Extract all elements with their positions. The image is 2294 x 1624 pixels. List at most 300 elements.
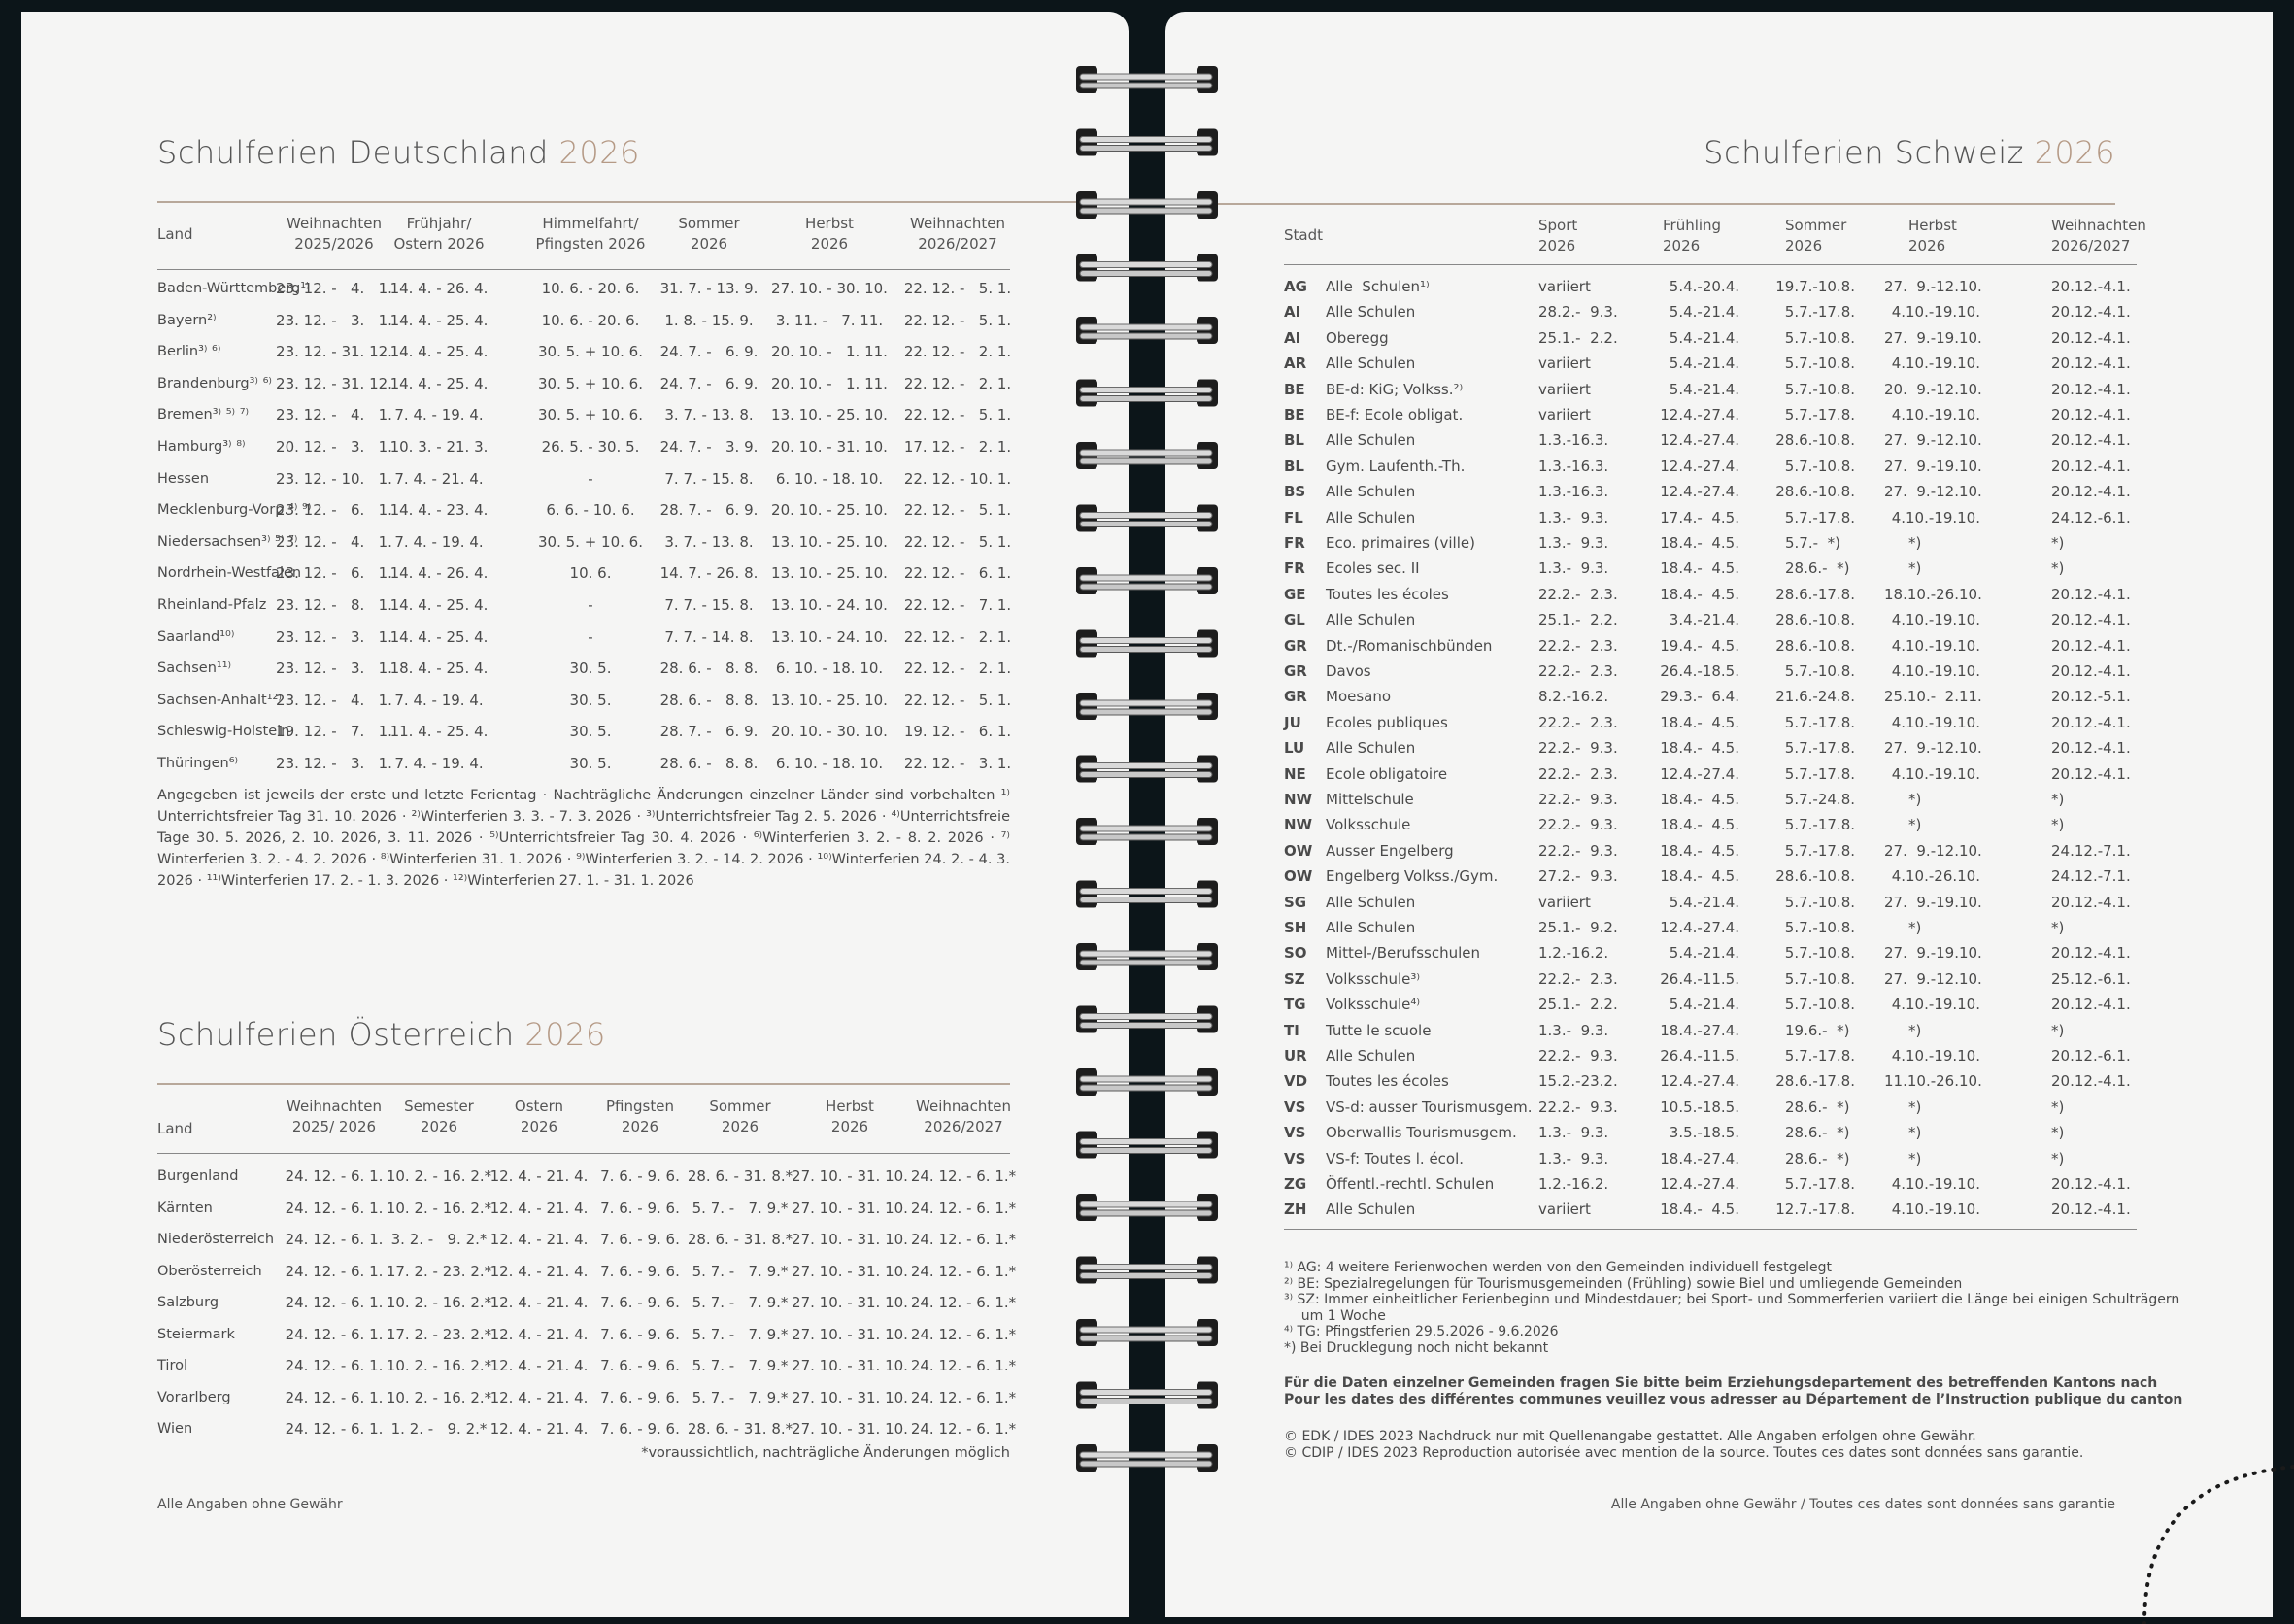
switzerland-row-28-col-3: 5.4.-21.4. [1669, 996, 1739, 1014]
switzerland-row-6-col-0: BL [1284, 431, 1304, 450]
switzerland-contact-notes [1284, 1375, 2182, 1407]
germany-row-7-col-6: 22. 12. - 5. 1. [903, 501, 1012, 520]
switzerland-row-27-col-3: 26.4.-11.5. [1660, 969, 1739, 988]
germany-row-2-col-1: 23. 12. - 31. 12. [276, 343, 392, 361]
austria-row-7-col-3: 12. 4. - 21. 4. [489, 1388, 589, 1406]
switzerland-row-35-col-6: 20.12.-4.1. [2051, 1175, 2131, 1193]
switzerland-row-13-col-4: 28.6.-10.8. [1775, 611, 1855, 629]
switzerland-row-17-col-0: JU [1284, 713, 1301, 731]
germany-row-10-col-1: 23. 12. - 8. 1. [276, 596, 392, 614]
germany-row-10-col-3: - [588, 596, 593, 614]
switzerland-row-33-col-5: *) [1908, 1124, 1922, 1142]
austria-header-land: Land [157, 1120, 193, 1137]
austria-header-1-a: Weihnachten [287, 1098, 382, 1115]
switzerland-row-2-col-4: 5.7.-10.8. [1784, 328, 1855, 347]
austria-row-8-col-3: 12. 4. - 21. 4. [489, 1420, 589, 1438]
switzerland-row-20-col-6: *) [2051, 791, 2065, 808]
austria-row-5-col-4: 7. 6. - 9. 6. [600, 1325, 680, 1343]
germany-row-8-col-1: 23. 12. - 4. 1. [276, 532, 392, 551]
austria-row-3-col-2: 17. 2. - 23. 2.* [386, 1262, 492, 1280]
switzerland-row-8-col-5: 27. 9.-12.10. [1884, 483, 1982, 501]
switzerland-row-6-col-1: Alle Schulen [1326, 431, 1416, 450]
switzerland-row-5-col-6: 20.12.-4.1. [2051, 406, 2131, 423]
switzerland-row-26-col-5: 27. 9.-19.10. [1884, 944, 1982, 963]
switzerland-row-16-col-5: 25.10.- 2.11. [1884, 688, 1982, 706]
switzerland-row-9-col-2: 1.3.- 9.3. [1538, 508, 1609, 526]
switzerland-row-7-col-5: 27. 9.-19.10. [1884, 457, 1982, 475]
germany-row-14-land: Schleswig-Holstein [157, 724, 290, 740]
austria-header-4-a: Pfingsten [606, 1098, 674, 1115]
germany-row-4-col-6: 22. 12. - 5. 1. [903, 406, 1012, 424]
switzerland-row-17-col-3: 18.4.- 4.5. [1660, 713, 1739, 731]
switzerland-row-6-col-4: 28.6.-10.8. [1775, 431, 1855, 450]
germany-header-3-b: Pfingsten 2026 [535, 235, 646, 253]
austria-row-0-col-5: 28. 6. - 31. 8.* [687, 1167, 793, 1185]
austria-row-8-col-5: 28. 6. - 31. 8.* [687, 1420, 793, 1438]
austria-row-0-col-4: 7. 6. - 9. 6. [600, 1167, 680, 1185]
germany-header-4-a: Sommer [678, 215, 740, 232]
austria-header-rule [157, 1153, 1010, 1154]
austria-row-1-land: Kärnten [157, 1200, 213, 1216]
germany-row-2-col-6: 22. 12. - 2. 1. [903, 343, 1012, 361]
germany-row-15-col-1: 23. 12. - 3. 1. [276, 755, 392, 772]
germany-header-2-b: Ostern 2026 [393, 235, 485, 253]
germany-row-6-land: Hessen [157, 470, 210, 487]
austria-header-7-a: Weihnachten [916, 1098, 1011, 1115]
right-footer: Alle Angaben ohne Gewähr / Toutes ces dates sont données sans garantie [1610, 1497, 2115, 1512]
switzerland-row-10-col-1: Eco. primaires (ville) [1326, 534, 1475, 552]
switzerland-row-3-col-4: 5.7.-10.8. [1784, 355, 1855, 373]
switzerland-row-14-col-3: 19.4.- 4.5. [1660, 636, 1739, 655]
switzerland-row-31-col-1: Toutes les écoles [1326, 1072, 1449, 1091]
switzerland-row-23-col-2: 27.2.- 9.3. [1538, 867, 1618, 886]
austria-header-6-b: 2026 [830, 1118, 869, 1135]
austria-row-7-col-5: 5. 7. - 7. 9.* [692, 1388, 789, 1406]
switzerland-row-24-col-6: 20.12.-4.1. [2051, 893, 2131, 911]
germany-row-4-col-1: 23. 12. - 4. 1. [276, 406, 392, 424]
switzerland-row-25-col-3: 12.4.-27.4. [1660, 919, 1739, 936]
switzerland-row-21-col-1: Volksschule [1326, 816, 1411, 834]
switzerland-row-8-col-1: Alle Schulen [1326, 483, 1416, 501]
switzerland-row-19-col-4: 5.7.-17.8. [1784, 764, 1855, 783]
switzerland-row-22-col-3: 18.4.- 4.5. [1660, 841, 1739, 860]
germany-row-5-col-3: 26. 5. - 30. 5. [541, 438, 640, 456]
switzerland-row-25-col-5: *) [1908, 919, 1922, 936]
switzerland-row-10-col-3: 18.4.- 4.5. [1660, 534, 1739, 552]
austria-row-6-col-6: 27. 10. - 31. 10. [792, 1357, 908, 1374]
switzerland-row-0-col-4: 19.7.-10.8. [1775, 278, 1855, 295]
switzerland-row-36-col-5: 4.10.-19.10. [1891, 1201, 1980, 1219]
switzerland-row-25-col-0: SH [1284, 919, 1307, 936]
germany-row-4-land: Bremen³⁾ ⁵⁾ ⁷⁾ [157, 407, 250, 423]
germany-top-rule [157, 201, 1129, 203]
austria-row-6-col-7: 24. 12. - 6. 1.* [910, 1357, 1017, 1374]
germany-row-15-col-4: 28. 6. - 8. 8. [659, 755, 759, 772]
austria-row-1-col-4: 7. 6. - 9. 6. [600, 1199, 680, 1217]
germany-row-3-col-5: 20. 10. - 1. 11. [771, 374, 888, 392]
switzerland-row-21-col-2: 22.2.- 9.3. [1538, 816, 1618, 834]
germany-header-1-b: 2025/2026 [294, 235, 374, 253]
switzerland-row-20-col-4: 5.7.-24.8. [1784, 791, 1855, 808]
austria-row-4-col-5: 5. 7. - 7. 9.* [692, 1294, 789, 1311]
germany-row-4-col-3: 30. 5. + 10. 6. [538, 406, 643, 424]
switzerland-title: Schulferien Schweiz 2026 [1704, 134, 2115, 171]
switzerland-row-0-col-0: AG [1284, 278, 1307, 295]
switzerland-row-7-col-3: 12.4.-27.4. [1660, 457, 1739, 475]
switzerland-row-4-col-3: 5.4.-21.4. [1669, 380, 1739, 398]
germany-title: Schulferien Deutschland 2026 [157, 134, 640, 171]
contact-note-fr: Pour les dates des différentes communes veuillez vous adresser au Département de l’Instruction publique du canton [1284, 1391, 2183, 1407]
switzerland-row-18-col-5: 27. 9.-12.10. [1884, 739, 1982, 758]
germany-row-12-col-1: 23. 12. - 3. 1. [276, 660, 392, 678]
switzerland-row-29-col-1: Tutte le scuole [1326, 1021, 1432, 1039]
austria-header-3-b: 2026 [520, 1118, 558, 1135]
switzerland-header-2-a: Frühling [1663, 217, 1722, 234]
switzerland-row-15-col-4: 5.7.-10.8. [1784, 662, 1855, 680]
switzerland-row-21-col-3: 18.4.- 4.5. [1660, 816, 1739, 834]
germany-year: 2026 [558, 134, 640, 171]
switzerland-row-21-col-0: NW [1284, 816, 1313, 834]
switzerland-row-28-col-2: 25.1.- 2.2. [1538, 996, 1618, 1014]
switzerland-header-4-a: Herbst [1908, 217, 1957, 234]
switzerland-row-15-col-3: 26.4.-18.5. [1660, 662, 1739, 680]
germany-row-1-land: Bayern²⁾ [157, 312, 217, 328]
switzerland-row-25-col-2: 25.1.- 9.2. [1538, 919, 1618, 936]
switzerland-row-19-col-2: 22.2.- 2.3. [1538, 764, 1618, 783]
switzerland-row-6-col-5: 27. 9.-12.10. [1884, 431, 1982, 450]
austria-row-4-land: Salzburg [157, 1295, 219, 1310]
switzerland-row-23-col-0: OW [1284, 867, 1313, 886]
switzerland-row-28-col-5: 4.10.-19.10. [1891, 996, 1980, 1014]
switzerland-row-35-col-0: ZG [1284, 1175, 1307, 1193]
switzerland-row-30-col-2: 22.2.- 9.3. [1538, 1047, 1618, 1065]
germany-row-13-col-2: 7. 4. - 19. 4. [394, 691, 484, 709]
switzerland-row-35-col-1: Öffentl.-rechtl. Schulen [1326, 1175, 1495, 1193]
germany-row-2-col-5: 20. 10. - 1. 11. [771, 343, 888, 361]
austria-header-2-b: 2026 [420, 1118, 458, 1135]
switzerland-row-9-col-3: 17.4.- 4.5. [1660, 508, 1739, 526]
germany-header-5-a: Herbst [805, 215, 854, 232]
switzerland-row-32-col-2: 22.2.- 9.3. [1538, 1098, 1618, 1116]
germany-notes: Angegeben ist jeweils der erste und letzte Ferientag · Nachträgliche Änderungen einzelner Länder sind vorbehalten ¹⁾Unterrichtsfreier Tag 31. 10. 2026 · ²⁾Winterferien 3. 3. - 7. 3. 2026 · ³⁾Unterrichtsfreier Tag 2. 5. 2026 · ⁴⁾Unterrichtsfreie Tage 30. 5. 2026, 2. 10. 2026, 3. 11. 2026 · ⁵⁾Unterrichtsfreier Tag 30. 4. 2026 · ⁶⁾Winterferien 3. 2. - 8. 2. 2026 · ⁷⁾Winterferien 3. 2. - 4. 2. 2026 · ⁸⁾Winterferien 31. 1. 2026 · ⁹⁾Winterferien 3. 2. - 14. 2. 2026 · ¹⁰⁾Winterferien 24. 2. - 4. 3. 2026 · ¹¹⁾Winterferien 17. 2. - 1. 3. 2026 · ¹²⁾Winterferien 27. 1. - 31. 1. 2026 [157, 788, 1010, 889]
austria-row-2-land: Niederösterreich [157, 1232, 275, 1247]
switzerland-row-4-col-2: variiert [1538, 380, 1591, 398]
germany-row-11-col-6: 22. 12. - 2. 1. [903, 627, 1012, 646]
switzerland-header-stadt: Stadt [1284, 226, 1323, 244]
austria-row-0-col-2: 10. 2. - 16. 2.* [386, 1167, 492, 1185]
switzerland-header-4-b: 2026 [1908, 237, 1946, 254]
switzerland-row-29-col-3: 18.4.-27.4. [1660, 1021, 1739, 1039]
switzerland-row-35-col-5: 4.10.-19.10. [1891, 1175, 1980, 1193]
austria-row-7-col-4: 7. 6. - 9. 6. [600, 1388, 680, 1406]
germany-header-rule [157, 269, 1010, 270]
switzerland-row-12-col-6: 20.12.-4.1. [2051, 585, 2131, 603]
germany-row-12-col-6: 22. 12. - 2. 1. [903, 660, 1012, 678]
germany-row-1-col-1: 23. 12. - 3. 1. [276, 311, 392, 329]
switzerland-row-14-col-0: GR [1284, 636, 1307, 655]
switzerland-row-5-col-5: 4.10.-19.10. [1891, 406, 1980, 423]
germany-row-10-col-6: 22. 12. - 7. 1. [903, 596, 1012, 614]
germany-row-9-land: Nordrhein-Westfalen [157, 565, 302, 582]
austria-row-8-col-7: 24. 12. - 6. 1.* [910, 1420, 1017, 1438]
austria-row-7-col-6: 27. 10. - 31. 10. [792, 1388, 908, 1406]
switzerland-row-33-col-1: Oberwallis Tourismusgem. [1326, 1124, 1517, 1142]
germany-row-14-col-2: 11. 4. - 25. 4. [389, 723, 489, 741]
austria-row-2-col-3: 12. 4. - 21. 4. [489, 1231, 589, 1248]
germany-row-13-land: Sachsen-Anhalt¹²⁾ [157, 692, 282, 708]
switzerland-row-32-col-0: VS [1284, 1098, 1306, 1116]
switzerland-row-7-col-2: 1.3.-16.3. [1538, 457, 1609, 475]
switzerland-header-2-b: 2026 [1663, 237, 1701, 254]
germany-row-6-col-3: - [588, 469, 593, 488]
switzerland-row-32-col-6: *) [2051, 1098, 2065, 1116]
switzerland-row-23-col-6: 24.12.-7.1. [2051, 867, 2131, 886]
germany-row-12-col-4: 28. 6. - 8. 8. [659, 660, 759, 678]
germany-row-7-col-3: 6. 6. - 10. 6. [546, 501, 635, 520]
austria-row-2-col-5: 28. 6. - 31. 8.* [687, 1231, 793, 1248]
switzerland-row-15-col-5: 4.10.-19.10. [1891, 662, 1980, 680]
germany-row-0-land: Baden-Württemberg¹⁾ [157, 281, 310, 296]
germany-row-12-col-5: 6. 10. - 18. 10. [775, 660, 884, 678]
switzerland-row-24-col-3: 5.4.-21.4. [1669, 893, 1739, 911]
switzerland-row-28-col-1: Volksschule⁴⁾ [1326, 996, 1421, 1014]
austria-row-1-col-7: 24. 12. - 6. 1.* [910, 1199, 1017, 1217]
germany-row-2-col-2: 14. 4. - 25. 4. [389, 343, 489, 361]
austria-row-5-col-7: 24. 12. - 6. 1.* [910, 1325, 1017, 1343]
germany-row-3-land: Brandenburg³⁾ ⁶⁾ [157, 375, 272, 391]
switzerland-row-32-col-3: 10.5.-18.5. [1660, 1098, 1739, 1116]
germany-row-9-col-4: 14. 7. - 26. 8. [659, 564, 759, 583]
germany-row-15-col-3: 30. 5. [569, 755, 612, 772]
switzerland-row-16-col-1: Moesano [1326, 688, 1392, 706]
switzerland-row-29-col-0: TI [1284, 1021, 1299, 1039]
austria-row-4-col-4: 7. 6. - 9. 6. [600, 1294, 680, 1311]
austria-row-7-col-7: 24. 12. - 6. 1.* [910, 1388, 1017, 1406]
austria-row-6-col-3: 12. 4. - 21. 4. [489, 1357, 589, 1374]
germany-row-7-col-1: 23. 12. - 6. 1. [276, 501, 392, 520]
austria-row-0-land: Burgenland [157, 1168, 239, 1184]
switzerland-row-35-col-2: 1.2.-16.2. [1538, 1175, 1609, 1193]
switzerland-row-23-col-4: 28.6.-10.8. [1775, 867, 1855, 886]
germany-row-9-col-3: 10. 6. [569, 564, 612, 583]
switzerland-row-30-col-3: 26.4.-11.5. [1660, 1047, 1739, 1065]
switzerland-row-16-col-2: 8.2.-16.2. [1538, 688, 1609, 706]
germany-row-8-col-6: 22. 12. - 5. 1. [903, 532, 1012, 551]
austria-row-1-col-2: 10. 2. - 16. 2.* [386, 1199, 492, 1217]
switzerland-row-27-col-5: 27. 9.-12.10. [1884, 969, 1982, 988]
switzerland-row-34-col-2: 1.3.- 9.3. [1538, 1149, 1609, 1167]
switzerland-row-25-col-6: *) [2051, 919, 2065, 936]
switzerland-row-22-col-6: 24.12.-7.1. [2051, 841, 2131, 860]
germany-header-6-a: Weihnachten [910, 215, 1005, 232]
switzerland-row-26-col-0: SO [1284, 944, 1307, 963]
germany-row-14-col-5: 20. 10. - 30. 10. [771, 723, 888, 741]
switzerland-row-28-col-0: TG [1284, 996, 1306, 1014]
switzerland-row-1-col-4: 5.7.-17.8. [1784, 303, 1855, 321]
switzerland-header-5-a: Weihnachten [2051, 217, 2146, 234]
austria-header-4-b: 2026 [621, 1118, 659, 1135]
switzerland-bottom-rule [1284, 1229, 2137, 1230]
switzerland-row-16-col-6: 20.12.-5.1. [2051, 688, 2131, 706]
germany-row-5-land: Hamburg³⁾ ⁸⁾ [157, 439, 246, 455]
austria-note: *voraussichtlich, nachträgliche Änderungen möglich [641, 1445, 1010, 1461]
switzerland-row-29-col-4: 19.6.- *) [1785, 1021, 1850, 1039]
switzerland-row-6-col-3: 12.4.-27.4. [1660, 431, 1739, 450]
corner-dotted-arc [2137, 1457, 2294, 1624]
switzerland-row-24-col-4: 5.7.-10.8. [1784, 893, 1855, 911]
copyright-de: © EDK / IDES 2023 Nachdruck nur mit Quellenangabe gestattet. Alle Angaben erfolgen ohne Gewähr. [1284, 1429, 1976, 1444]
switzerland-copyright [1284, 1429, 2083, 1461]
switzerland-row-3-col-6: 20.12.-4.1. [2051, 355, 2131, 373]
switzerland-row-22-col-2: 22.2.- 9.3. [1538, 841, 1618, 860]
germany-row-0-col-2: 14. 4. - 26. 4. [389, 280, 489, 297]
austria-row-3-col-6: 27. 10. - 31. 10. [792, 1262, 908, 1280]
austria-row-5-col-6: 27. 10. - 31. 10. [792, 1325, 908, 1343]
switzerland-row-10-col-0: FR [1284, 534, 1305, 552]
switzerland-row-13-col-5: 4.10.-19.10. [1891, 611, 1980, 629]
switzerland-row-0-col-6: 20.12.-4.1. [2051, 278, 2131, 295]
germany-row-5-col-5: 20. 10. - 31. 10. [771, 438, 888, 456]
austria-row-3-col-3: 12. 4. - 21. 4. [489, 1262, 589, 1280]
germany-row-9-col-2: 14. 4. - 26. 4. [389, 564, 489, 583]
switzerland-row-33-col-2: 1.3.- 9.3. [1538, 1124, 1609, 1142]
germany-row-15-col-2: 7. 4. - 19. 4. [394, 755, 484, 772]
switzerland-row-3-col-1: Alle Schulen [1326, 355, 1416, 373]
germany-row-13-col-4: 28. 6. - 8. 8. [659, 691, 759, 709]
switzerland-row-2-col-3: 5.4.-21.4. [1669, 328, 1739, 347]
switzerland-row-33-col-4: 28.6.- *) [1785, 1124, 1850, 1142]
switzerland-row-0-col-2: variiert [1538, 278, 1591, 295]
austria-row-3-col-7: 24. 12. - 6. 1.* [910, 1262, 1017, 1280]
austria-row-7-col-2: 10. 2. - 16. 2.* [386, 1388, 492, 1406]
switzerland-row-13-col-6: 20.12.-4.1. [2051, 611, 2131, 629]
switzerland-row-5-col-3: 12.4.-27.4. [1660, 406, 1739, 423]
switzerland-row-19-col-1: Ecole obligatoire [1326, 764, 1448, 783]
germany-row-14-col-1: 19. 12. - 7. 1. [276, 723, 392, 741]
switzerland-row-24-col-1: Alle Schulen [1326, 893, 1416, 911]
switzerland-row-14-col-2: 22.2.- 2.3. [1538, 636, 1618, 655]
germany-row-13-col-5: 13. 10. - 25. 10. [771, 691, 888, 709]
austria-row-8-col-4: 7. 6. - 9. 6. [600, 1420, 680, 1438]
switzerland-row-29-col-5: *) [1908, 1021, 1922, 1039]
switzerland-row-21-col-6: *) [2051, 816, 2065, 834]
switzerland-row-17-col-2: 22.2.- 2.3. [1538, 713, 1618, 731]
switzerland-row-6-col-2: 1.3.-16.3. [1538, 431, 1609, 450]
austria-row-1-col-1: 24. 12. - 6. 1. [285, 1199, 384, 1217]
germany-row-1-col-3: 10. 6. - 20. 6. [541, 311, 640, 329]
germany-row-3-col-6: 22. 12. - 2. 1. [903, 374, 1012, 392]
austria-row-4-col-3: 12. 4. - 21. 4. [489, 1294, 589, 1311]
switzerland-row-20-col-2: 22.2.- 9.3. [1538, 791, 1618, 808]
switzerland-row-19-col-6: 20.12.-4.1. [2051, 764, 2131, 783]
switzerland-row-12-col-3: 18.4.- 4.5. [1660, 585, 1739, 603]
germany-row-11-col-3: - [588, 627, 593, 646]
germany-row-15-col-6: 22. 12. - 3. 1. [903, 755, 1012, 772]
footnote-3b: um 1 Woche [1284, 1307, 1386, 1324]
left-page [21, 12, 1129, 1617]
austria-row-6-land: Tirol [157, 1358, 187, 1373]
austria-row-4-col-6: 27. 10. - 31. 10. [792, 1294, 908, 1311]
germany-row-5-col-1: 20. 12. - 3. 1. [276, 438, 392, 456]
austria-row-2-col-2: 3. 2. - 9. 2.* [390, 1231, 488, 1248]
germany-row-0-col-1: 23. 12. - 4. 1. [276, 280, 392, 297]
spiral-binding [1068, 0, 1233, 1624]
switzerland-row-26-col-6: 20.12.-4.1. [2051, 944, 2131, 963]
germany-row-1-col-6: 22. 12. - 5. 1. [903, 311, 1012, 329]
germany-row-7-col-4: 28. 7. - 6. 9. [659, 501, 759, 520]
switzerland-row-14-col-5: 4.10.-19.10. [1891, 636, 1980, 655]
switzerland-row-32-col-4: 28.6.- *) [1785, 1098, 1850, 1116]
switzerland-row-36-col-1: Alle Schulen [1326, 1201, 1416, 1219]
austria-header-6-a: Herbst [826, 1098, 874, 1115]
switzerland-header-3-a: Sommer [1785, 217, 1847, 234]
switzerland-row-31-col-6: 20.12.-4.1. [2051, 1072, 2131, 1091]
austria-top-rule [157, 1083, 1010, 1085]
switzerland-row-34-col-0: VS [1284, 1149, 1306, 1167]
austria-row-3-col-1: 24. 12. - 6. 1. [285, 1262, 384, 1280]
germany-row-14-col-6: 19. 12. - 6. 1. [903, 723, 1012, 741]
germany-row-11-col-5: 13. 10. - 24. 10. [771, 627, 888, 646]
switzerland-row-13-col-2: 25.1.- 2.2. [1538, 611, 1618, 629]
germany-header-6-b: 2026/2027 [918, 235, 997, 253]
switzerland-row-5-col-1: BE-f: Ecole obligat. [1326, 406, 1464, 423]
germany-row-7-land: Mecklenburg-Vorp.⁴⁾ ⁹⁾ [157, 502, 312, 519]
switzerland-row-22-col-5: 27. 9.-12.10. [1884, 841, 1982, 860]
austria-row-4-col-1: 24. 12. - 6. 1. [285, 1294, 384, 1311]
germany-row-11-col-1: 23. 12. - 3. 1. [276, 627, 392, 646]
germany-row-13-col-1: 23. 12. - 4. 1. [276, 691, 392, 709]
switzerland-row-9-col-6: 24.12.-6.1. [2051, 508, 2131, 526]
switzerland-row-20-col-0: NW [1284, 791, 1313, 808]
germany-row-10-col-4: 7. 7. - 15. 8. [664, 596, 754, 614]
switzerland-row-0-col-1: Alle Schulen¹⁾ [1326, 278, 1430, 295]
germany-row-2-col-4: 24. 7. - 6. 9. [659, 343, 759, 361]
switzerland-row-26-col-2: 1.2.-16.2. [1538, 944, 1609, 963]
switzerland-row-7-col-4: 5.7.-10.8. [1784, 457, 1855, 475]
switzerland-row-26-col-4: 5.7.-10.8. [1784, 944, 1855, 963]
switzerland-row-15-col-1: Davos [1326, 662, 1371, 680]
switzerland-row-33-col-3: 3.5.-18.5. [1669, 1124, 1739, 1142]
switzerland-row-5-col-4: 5.7.-17.8. [1784, 406, 1855, 423]
austria-row-1-col-3: 12. 4. - 21. 4. [489, 1199, 589, 1217]
germany-row-8-col-3: 30. 5. + 10. 6. [538, 532, 643, 551]
switzerland-row-21-col-5: *) [1908, 816, 1922, 834]
austria-row-5-col-5: 5. 7. - 7. 9.* [692, 1325, 789, 1343]
switzerland-row-35-col-4: 5.7.-17.8. [1784, 1175, 1855, 1193]
germany-row-15-col-5: 6. 10. - 18. 10. [775, 755, 884, 772]
austria-row-3-col-5: 5. 7. - 7. 9.* [692, 1262, 789, 1280]
contact-note-de: Für die Daten einzelner Gemeinden fragen Sie bitte beim Erziehungsdepartement des betreffenden Kantons nach [1284, 1375, 2158, 1391]
germany-row-0-col-3: 10. 6. - 20. 6. [541, 280, 640, 297]
austria-row-8-col-1: 24. 12. - 6. 1. [285, 1420, 384, 1438]
austria-row-8-col-2: 1. 2. - 9. 2.* [390, 1420, 488, 1438]
germany-row-8-col-5: 13. 10. - 25. 10. [771, 532, 888, 551]
austria-row-5-col-3: 12. 4. - 21. 4. [489, 1325, 589, 1343]
austria-row-2-col-1: 24. 12. - 6. 1. [285, 1231, 384, 1248]
switzerland-row-4-col-5: 20. 9.-12.10. [1884, 380, 1982, 398]
austria-row-6-col-2: 10. 2. - 16. 2.* [386, 1357, 492, 1374]
germany-header-5-b: 2026 [810, 235, 849, 253]
austria-row-3-col-4: 7. 6. - 9. 6. [600, 1262, 680, 1280]
switzerland-row-8-col-0: BS [1284, 483, 1306, 501]
austria-header-7-b: 2026/2027 [924, 1118, 1003, 1135]
germany-row-3-col-4: 24. 7. - 6. 9. [659, 374, 759, 392]
switzerland-row-28-col-6: 20.12.-4.1. [2051, 996, 2131, 1014]
switzerland-row-14-col-1: Dt.-/Romanischbünden [1326, 636, 1493, 655]
switzerland-row-2-col-6: 20.12.-4.1. [2051, 328, 2131, 347]
austria-row-7-land: Vorarlberg [157, 1389, 231, 1405]
switzerland-row-4-col-4: 5.7.-10.8. [1784, 380, 1855, 398]
